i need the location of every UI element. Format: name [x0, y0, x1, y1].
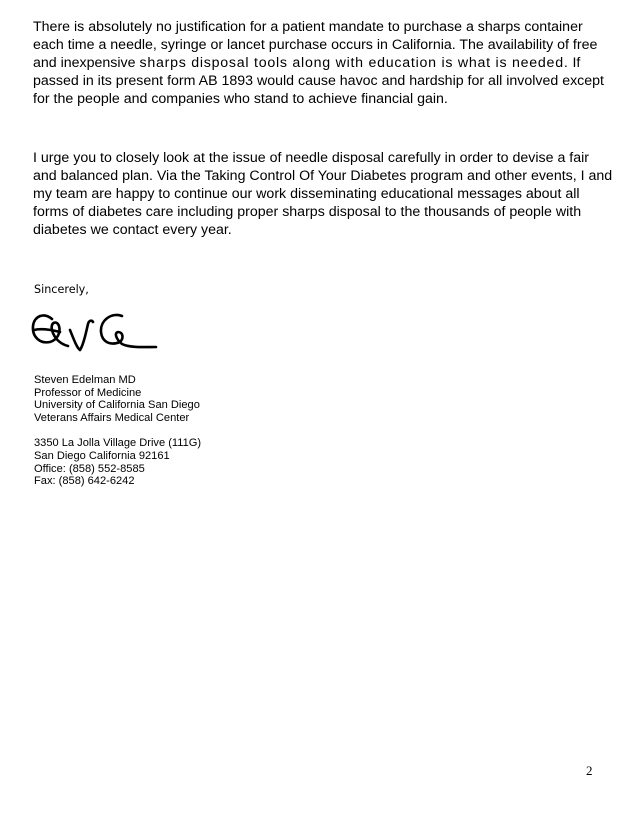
signer-name: Steven Edelman MD: [34, 374, 136, 386]
letter-paragraph-1: [33, 18, 613, 108]
letter-paragraph-2: I urge you to closely look at the issue of needle disposal carefully in order to devise a fair and balanced plan. Via the Taking Control Of Your Diabetes program and other events, I and my team are happy to continue our work disseminating educational messages about all forms of diabetes care including proper sharps disposal to the thousands of people with diabetes we contact every year.: [33, 150, 613, 239]
closing-salutation: Sincerely,: [34, 283, 89, 296]
signature-block: [34, 374, 201, 488]
signer-institution: University of California San Diego: [34, 399, 200, 412]
signer-center: Veterans Affairs Medical Center: [34, 411, 190, 424]
paragraph-1-part-1: There is absolutely no justification for a patient mandate to purchase a sharps container each time a needle, syringe or lancet purchase occurs in California. The availability of free and inexpensive: [33, 19, 598, 72]
address-line-2: San Diego California 92161: [34, 449, 170, 462]
page-number: 2: [586, 763, 593, 778]
fax-number: Fax: (858) 642-6242: [34, 475, 135, 488]
block-spacer: [34, 424, 201, 437]
paragraph-1-part-3: If passed in its present form AB 1893 would cause havoc and hardship for all involved except for the people and companies who stand to achieve financial gain.: [33, 55, 604, 108]
paragraph-1-part-2: sharps disposal tools along with education is what is needed.: [139, 55, 569, 72]
office-phone: Office: (858) 552-8585: [34, 462, 145, 475]
signer-title: Professor of Medicine: [34, 386, 142, 399]
handwritten-signature: [30, 306, 160, 358]
address-line-1: 3350 La Jolla Village Drive (111G): [34, 437, 202, 450]
